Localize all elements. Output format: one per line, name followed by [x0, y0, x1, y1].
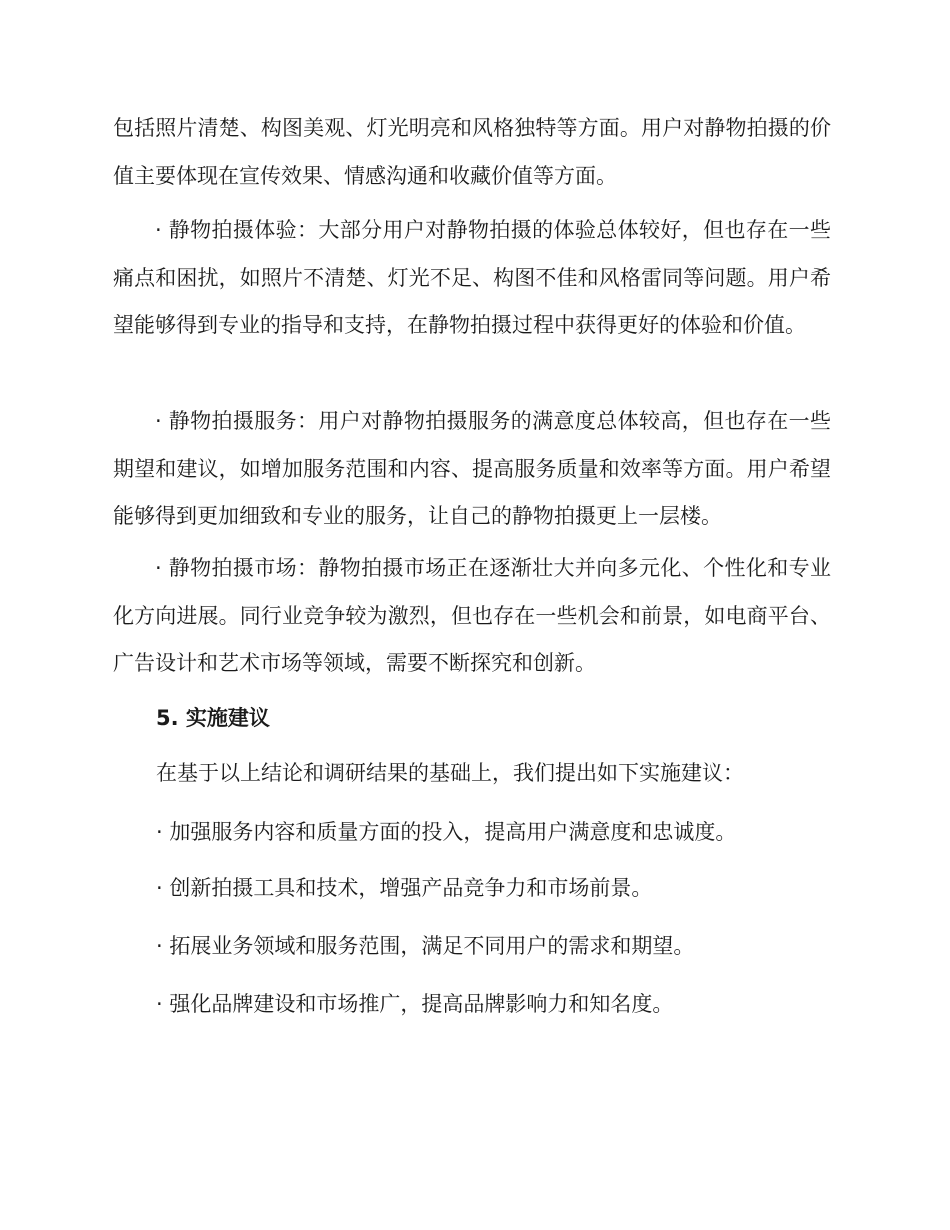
- paragraph-market: · 静物拍摄市场：静物拍摄市场正在逐渐壮大并向多元化、个性化和专业化方向进展。同行业竞争较为激烈，但也存在一些机会和前景，如电商平台、广告设计和艺术市场等领域，需要不断探究和创新。: [113, 556, 831, 675]
- recommendation-item: · 强化品牌建设和市场推广，提高品牌影响力和知名度。: [156, 992, 674, 1016]
- recommendation-item: · 创新拍摄工具和技术，增强产品竞争力和市场前景。: [156, 876, 653, 900]
- recommendation-item: · 加强服务内容和质量方面的投入，提高用户满意度和忠诚度。: [156, 820, 737, 844]
- paragraph-experience: · 静物拍摄体验：大部分用户对静物拍摄的体验总体较好，但也存在一些痛点和困扰，如照片不清楚、灯光不足、构图不佳和风格雷同等问题。用户希望能够得到专业的指导和支持，在静物拍摄过程中获得更好的体验和价值。: [113, 218, 831, 337]
- paragraph-value-summary: 包括照片清楚、构图美观、灯光明亮和风格独特等方面。用户对静物拍摄的价值主要体现在宣传效果、情感沟通和收藏价值等方面。: [113, 116, 831, 188]
- section-heading: 5. 实施建议: [156, 706, 270, 730]
- paragraph-service: · 静物拍摄服务：用户对静物拍摄服务的满意度总体较高，但也存在一些期望和建议，如增加服务范围和内容、提高服务质量和效率等方面。用户希望能够得到更加细致和专业的服务，让自己的静物拍摄更上一层楼。: [113, 409, 831, 528]
- recommendation-item: · 拓展业务领域和服务范围，满足不同用户的需求和期望。: [156, 934, 695, 958]
- section-intro: 在基于以上结论和调研结果的基础上，我们提出如下实施建议：: [156, 761, 744, 785]
